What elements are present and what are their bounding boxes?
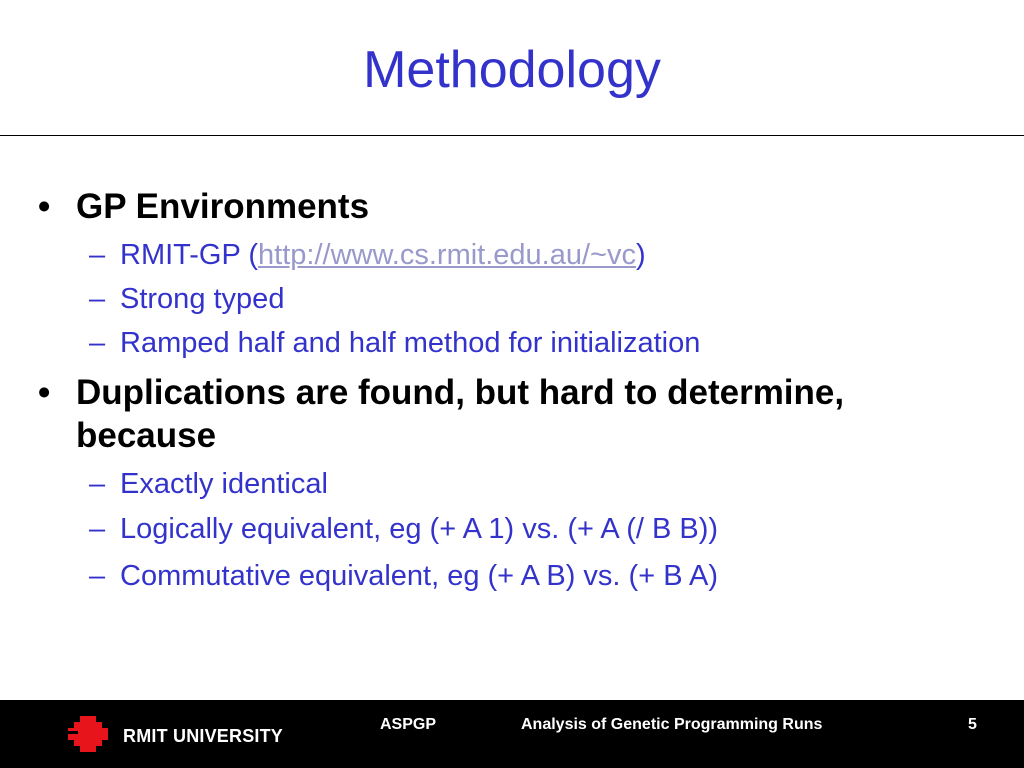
sub-text: Exactly identical (120, 468, 328, 500)
sub-text: Strong typed (120, 283, 285, 315)
bullet-text-line1: Duplications are found, but hard to determine, (76, 373, 845, 412)
university-name: RMIT UNIVERSITY (123, 726, 284, 746)
sub-dash: – (89, 283, 106, 315)
sub-text-prefix: RMIT-GP ( (120, 239, 259, 271)
sub-text (120, 238, 646, 272)
sub-text: Ramped half and half method for initialization (120, 327, 701, 359)
sub-text-suffix: ) (635, 239, 646, 271)
sub-dash: – (89, 513, 106, 545)
url-link[interactable]: http://www.cs.rmit.edu.au/~vc (258, 239, 636, 271)
page-number: 5 (968, 716, 977, 733)
slide-title: Methodology (363, 41, 661, 99)
sub-text: Logically equivalent, eg (+ A 1) vs. (+ A (/ B B)) (120, 513, 719, 545)
sub-dash: – (89, 327, 106, 359)
sub-text: Commutative equivalent, eg (+ A B) vs. (+ B A) (120, 560, 718, 592)
footer-short-title: ASPGP (380, 716, 437, 733)
sub-dash: – (89, 239, 106, 271)
bullet-marker: • (38, 187, 51, 226)
bullet-text-line2: because (76, 416, 217, 455)
sub-dash: – (89, 560, 106, 592)
bullet-marker: • (38, 373, 51, 412)
footer-bar (0, 700, 1024, 768)
bullet-text: GP Environments (76, 187, 370, 226)
footer-presentation-title: Analysis of Genetic Programming Runs (521, 716, 823, 733)
sub-dash: – (89, 468, 106, 500)
rmit-logo-icon (68, 714, 108, 754)
